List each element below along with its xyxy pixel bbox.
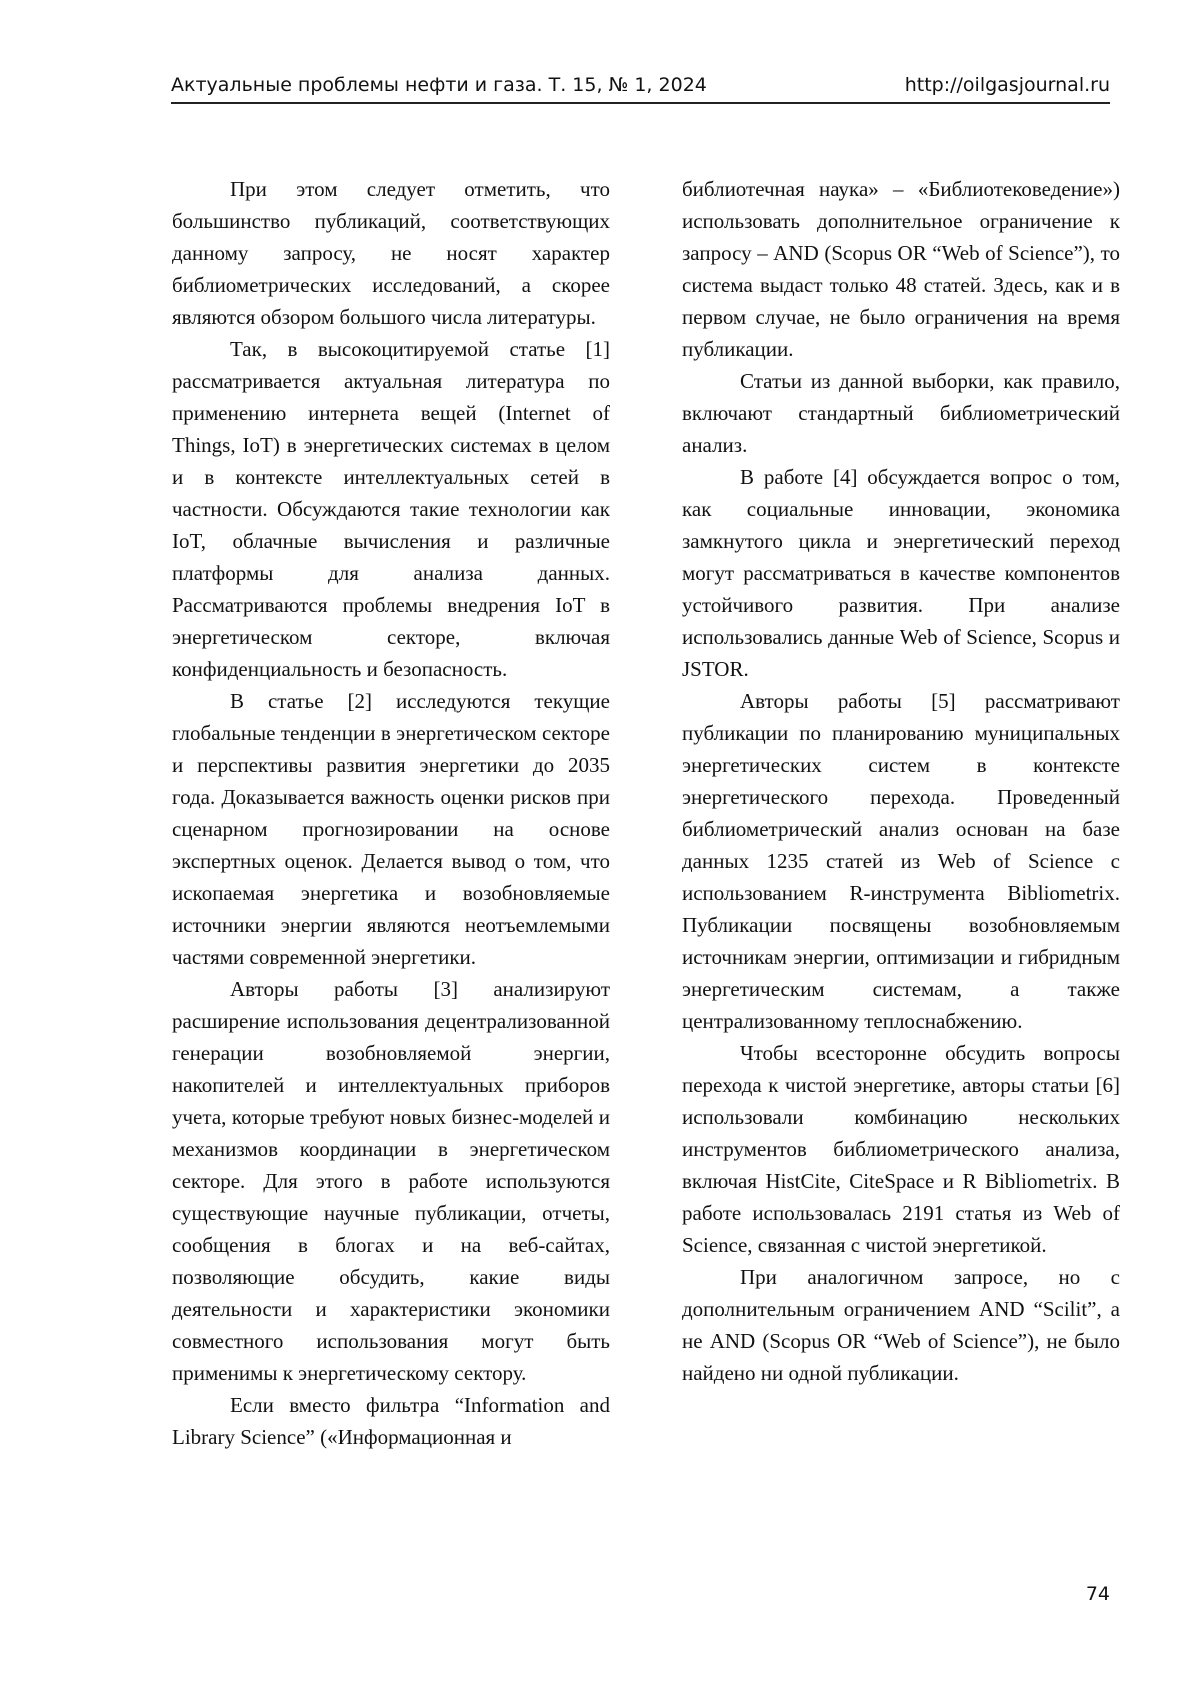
paragraph: Авторы работы [3] анализируют расширение использования децентрализованной генерации возобновляемой энергии, накопителей и интеллектуальных приборов учета, которые требуют новых бизнес-моделей и механизмов координации в энергетическом секторе. Для этого в работе используются существующие научные публикации, отчеты, сообщения в блогах и на веб-сайтах, позволяющие обсудить, какие виды деятельности и характеристики экономики совместного использования могут быть применимы к энергетическому сектору. [172,977,610,1385]
paragraph: Если вместо фильтра “Information and Library Science” («Информационная и [172,1393,610,1449]
paragraph: При этом следует отметить, что большинство публикаций, соответствующих данному запросу, не носят характер библиометрических исследований, а скорее являются обзором большого числа литературы. [172,177,610,329]
paragraph: Авторы работы [5] рассматривают публикации по планированию муниципальных энергетических систем в контексте энергетического перехода. Проведенный библиометрический анализ основан на базе данных 1235 статей из Web of Science с использованием R-инструмента Bibliometrix. Публикации посвящены возобновляемым источникам энергии, оптимизации и гибридным энергетическим системам, а также централизованному теплоснабжению. [682,689,1120,1033]
paragraph: Чтобы всесторонне обсудить вопросы перехода к чистой энергетике, авторы статьи [6] использовали комбинацию нескольких инструментов библиометрического анализа, включая HistCite, CiteSpace и R Bibliometrix. В работе использовалась 2191 статья из Web of Science, связанная с чистой энергетикой. [682,1041,1120,1257]
left-column [172,173,610,1453]
running-header [171,70,1110,104]
paragraph: В работе [4] обсуждается вопрос о том, как социальные инновации, экономика замкнутого цикла и энергетический переход могут рассматриваться в качестве компонентов устойчивого развития. При анализе использовались данные Web of Science, Scopus и JSTOR. [682,465,1120,681]
paragraph: Так, в высокоцитируемой статье [1] рассматривается актуальная литература по применению интернета вещей (Internet of Things, IoT) в энергетических системах в целом и в контексте интеллектуальных сетей в частности. Обсуждаются такие технологии как IoT, облачные вычисления и различные платформы для анализа данных. Рассматриваются проблемы внедрения IoT в энергетическом секторе, включая конфиденциальность и безопасность. [172,337,610,681]
page-number: 74 [1085,1583,1110,1605]
paragraph: При аналогичном запросе, но с дополнительным ограничением AND “Scilit”, а не AND (Scopus OR “Web of Science”), не было найдено ни одной публикации. [682,1265,1120,1385]
paragraph: В статье [2] исследуются текущие глобальные тенденции в энергетическом секторе и перспективы развития энергетики до 2035 года. Доказывается важность оценки рисков при сценарном прогнозировании на основе экспертных оценок. Делается вывод о том, что ископаемая энергетика и возобновляемые источники энергии являются неотъемлемыми частями современной энергетики. [172,689,610,969]
journal-title: Актуальные проблемы нефти и газа. Т. 15, № 1, 2024 [171,74,707,96]
journal-url[interactable]: http://oilgasjournal.ru [904,74,1110,96]
right-column [682,173,1120,1389]
paragraph: Статьи из данной выборки, как правило, включают стандартный библиометрический анализ. [682,369,1120,457]
paragraph: библиотечная наука» – «Библиотековедение») использовать дополнительное ограничение к запросу – AND (Scopus OR “Web of Science”), то система выдаст только 48 статей. Здесь, как и в первом случае, не было ограничения на время публикации. [682,177,1120,361]
